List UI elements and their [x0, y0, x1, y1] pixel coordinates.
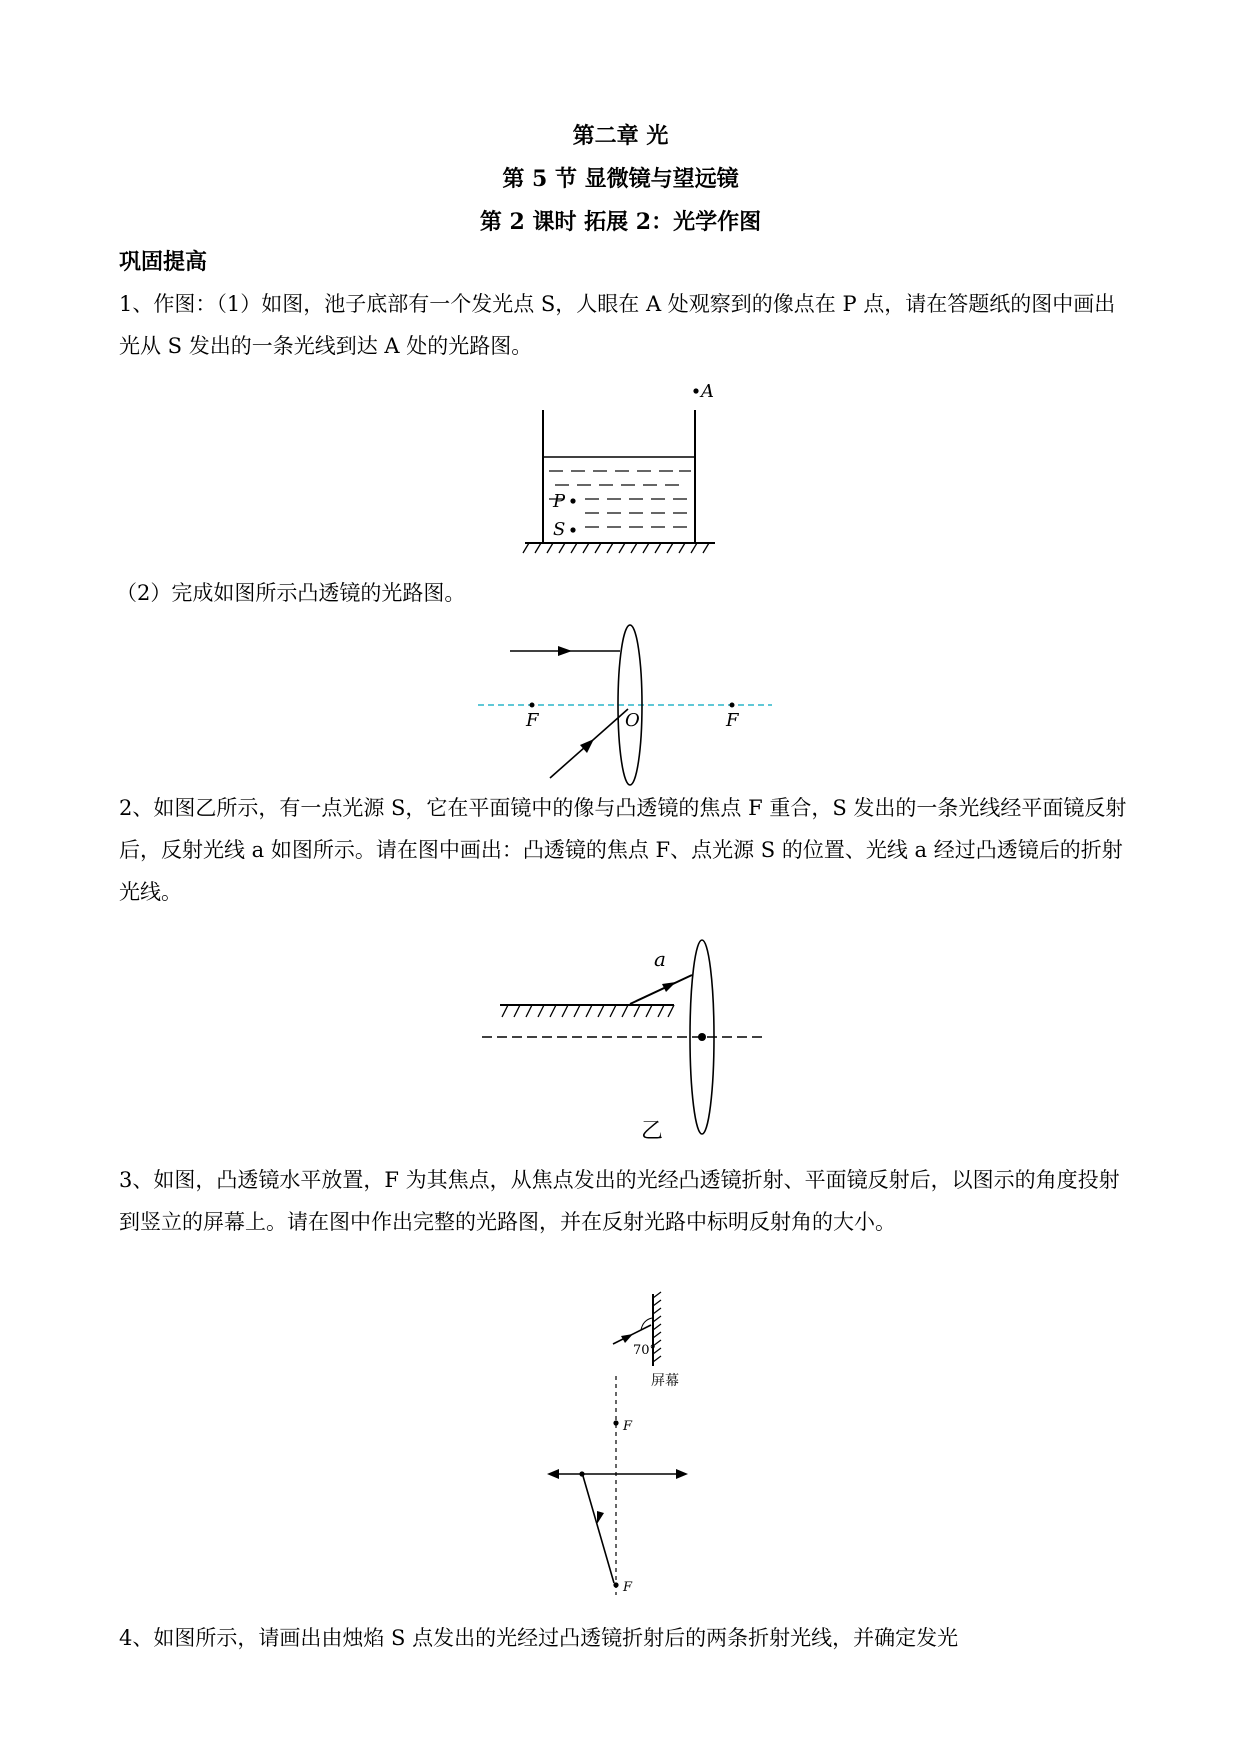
lens-arrow-left [547, 1469, 559, 1479]
label-a: a [654, 947, 666, 971]
point-p [570, 498, 575, 503]
question-1-part-1: 1、作图：（1）如图，池子底部有一个发光点 S，人眼在 A 处观察到的像点在 P 点，请在答题纸的图中画出光从 S 发出的一条光线到达 A 处的光路图。 [119, 292, 1116, 358]
arrow-head [558, 646, 572, 656]
chapter-title: 第二章 光 [572, 123, 669, 149]
label-p: P [553, 491, 566, 512]
arrow-head [597, 1511, 604, 1524]
focus-point-right [730, 703, 735, 708]
point-a [693, 388, 698, 393]
refraction-point [579, 1471, 584, 1476]
label-o: O [625, 710, 640, 731]
lesson-title: 第 2 课时 拓展 2：光学作图 [479, 209, 762, 235]
convex-lens-diagram [470, 618, 780, 786]
reflected-ray-a [630, 975, 692, 1004]
focus-point-left [530, 703, 535, 708]
lens-arrow-right [676, 1469, 688, 1479]
arrow-head [621, 1334, 633, 1343]
water-dashes [549, 471, 691, 527]
angle-arc [641, 1318, 652, 1330]
arrow-head [662, 982, 676, 992]
question-1-part-2: （2）完成如图所示凸透镜的光路图。 [116, 581, 466, 605]
lens-center [698, 1033, 706, 1041]
label-s: S [553, 519, 566, 540]
question-4: 4、如图所示，请画出由烛焰 S 点发出的光经过凸透镜折射后的两条折射光线，并确定发光 [119, 1626, 959, 1650]
label-f-left: F [526, 710, 539, 731]
label-a: A [701, 381, 714, 402]
point-s [570, 527, 575, 532]
mirror-lens-diagram [478, 935, 768, 1140]
question-2: 2、如图乙所示，有一点光源 S，它在平面镜中的像与凸透镜的焦点 F 重合，S 发出的一条光线经平面镜反射后，反射光线 a 如图所示。请在图中画出：凸透镜的焦点 F、点光源 S 的位置、光线 a 经过凸透镜后的折射光线。 [119, 796, 1127, 904]
focus-point-top [613, 1420, 618, 1425]
section-title: 第 5 节 显微镜与望远镜 [502, 166, 739, 192]
angle-label: 70° [633, 1343, 657, 1358]
mirror-hatching [502, 1005, 674, 1017]
label-f-bottom: F [623, 1580, 633, 1595]
ray-from-focus [583, 1476, 614, 1583]
arrow-head [580, 739, 594, 753]
screen-label: 屏幕 [651, 1373, 679, 1389]
question-3: 3、如图，凸透镜水平放置，F 为其焦点，从焦点发出的光经凸透镜折射、平面镜反射后，以图示的角度投射到竖立的屏幕上。请在图中作出完整的光路图，并在反射光路中标明反射角的大小。 [119, 1168, 1120, 1234]
label-f-top: F [623, 1419, 633, 1434]
label-f-right: F [726, 710, 739, 731]
focus-point-bottom [613, 1582, 618, 1587]
pool-diagram [515, 375, 735, 555]
ground-hatching [523, 543, 709, 553]
exercise-heading: 巩固提高 [119, 249, 208, 275]
lens-screen-diagram [545, 1290, 695, 1595]
figure-caption: 乙 [641, 1119, 664, 1144]
